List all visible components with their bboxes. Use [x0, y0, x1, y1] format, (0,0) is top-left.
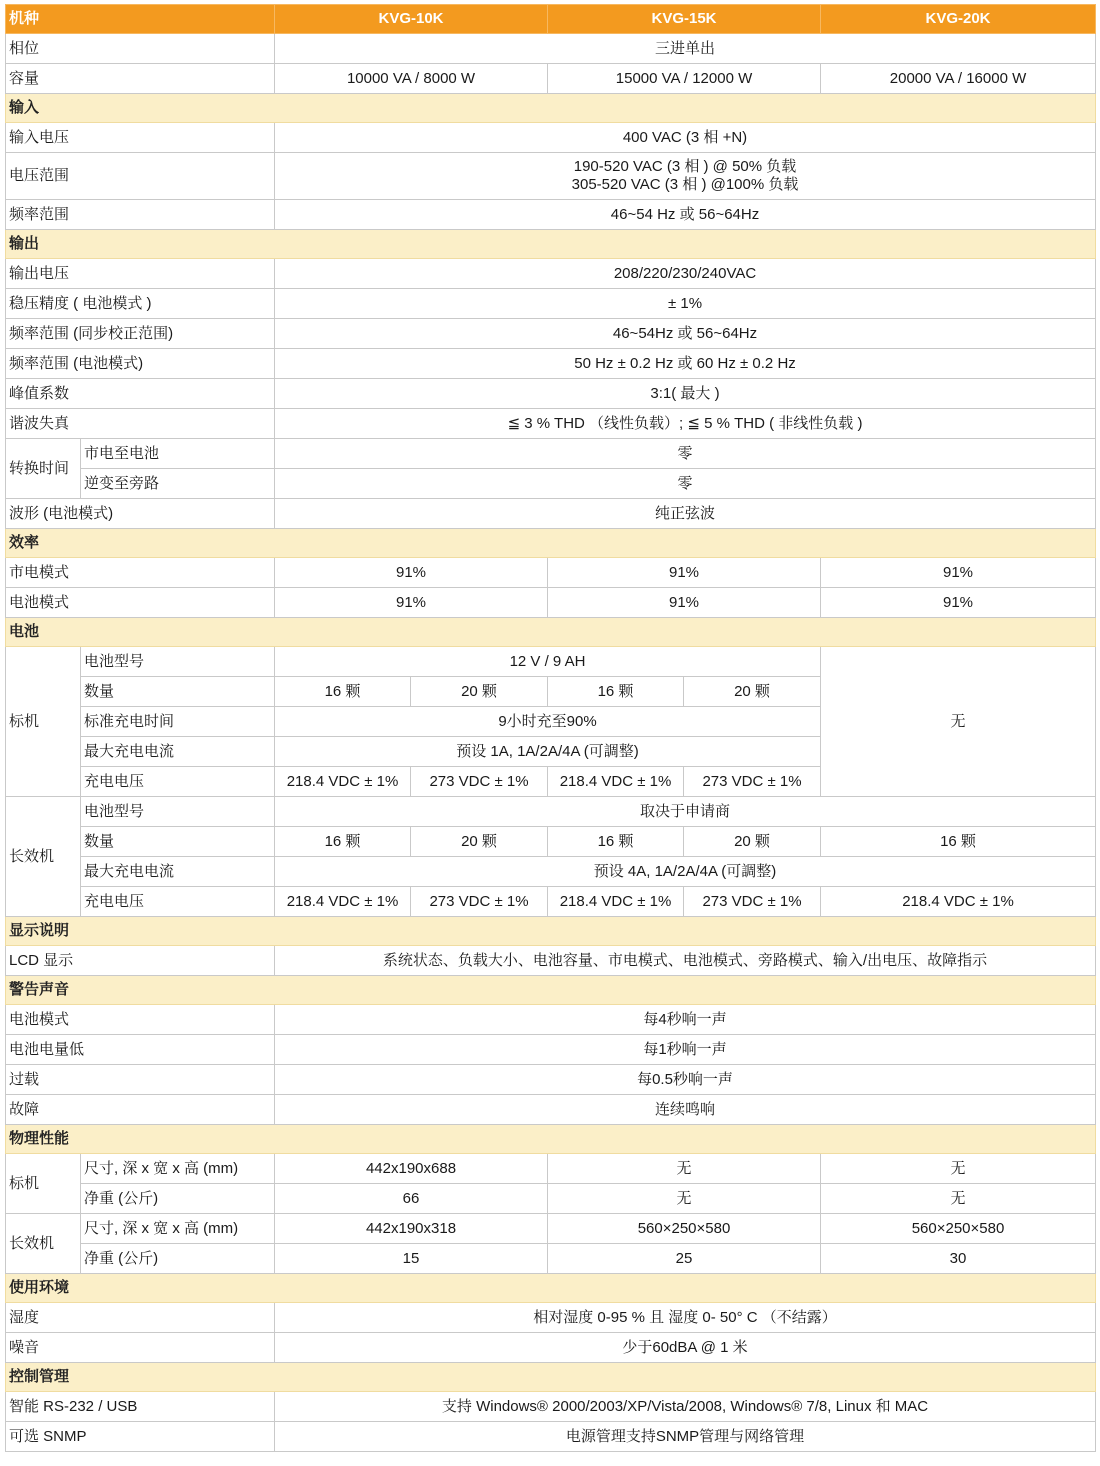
- transfer-row-2: [6, 469, 1096, 499]
- voltage-range-line2: 305-520 VAC (3 相 ) @100% 负载: [571, 176, 799, 193]
- long-charge-voltage-2: 273 VDC ± 1%: [411, 887, 548, 917]
- std-batt-qty-label: 数量: [81, 677, 275, 707]
- eff-ac-row: [6, 558, 1096, 588]
- rs232-row: [6, 1392, 1096, 1422]
- crest-row: [6, 379, 1096, 409]
- transfer-inv-bypass-value: 零: [275, 469, 1096, 499]
- std-charge-current-label: 最大充电电流: [81, 737, 275, 767]
- thd-value: ≦ 3 % THD （线性负载）; ≦ 5 % THD ( 非线性负载 ): [275, 409, 1096, 439]
- transfer-ac-batt-value: 零: [275, 439, 1096, 469]
- std-charge-voltage-2: 273 VDC ± 1%: [411, 767, 548, 797]
- std-batt-group-label: 标机: [6, 647, 81, 797]
- std-weight-15k: 无: [548, 1184, 821, 1214]
- section-environment-title: 使用环境: [6, 1274, 1096, 1303]
- std-batt-type-value: 12 V / 9 AH: [275, 647, 821, 677]
- eff-ac-20k: 91%: [821, 558, 1096, 588]
- long-batt-qty-5: 16 颗: [821, 827, 1096, 857]
- long-charge-voltage-1: 218.4 VDC ± 1%: [275, 887, 411, 917]
- long-charge-current-row: [6, 857, 1096, 887]
- eff-batt-row: [6, 588, 1096, 618]
- noise-value: 少于60dBA @ 1 米: [275, 1333, 1096, 1363]
- eff-batt-15k: 91%: [548, 588, 821, 618]
- std-batt-type-row: [6, 647, 1096, 677]
- regulation-label: 稳压精度 ( 电池模式 ): [6, 289, 275, 319]
- std-weight-10k: 66: [275, 1184, 548, 1214]
- batt-freq-row: [6, 349, 1096, 379]
- long-batt-qty-row: [6, 827, 1096, 857]
- input-voltage-value: 400 VAC (3 相 +N): [275, 123, 1096, 153]
- long-charge-voltage-row: [6, 887, 1096, 917]
- long-batt-group-label: 长效机: [6, 797, 81, 917]
- long-charge-voltage-5: 218.4 VDC ± 1%: [821, 887, 1096, 917]
- regulation-row: [6, 289, 1096, 319]
- std-batt-20k-value: 无: [821, 647, 1096, 797]
- alarm-low-batt-label: 电池电量低: [6, 1035, 275, 1065]
- long-batt-qty-2: 20 颗: [411, 827, 548, 857]
- eff-ac-10k: 91%: [275, 558, 548, 588]
- sync-range-value: 46~54Hz 或 56~64Hz: [275, 319, 1096, 349]
- input-freq-label: 频率范围: [6, 200, 275, 230]
- header-model-15k: KVG-15K: [548, 5, 821, 34]
- std-dims-10k: 442x190x688: [275, 1154, 548, 1184]
- batt-freq-label: 频率范围 (电池模式): [6, 349, 275, 379]
- section-management-title: 控制管理: [6, 1363, 1096, 1392]
- transfer-row-1: [6, 439, 1096, 469]
- output-voltage-label: 输出电压: [6, 259, 275, 289]
- long-dims-row: [6, 1214, 1096, 1244]
- humidity-row: [6, 1303, 1096, 1333]
- long-batt-type-value: 取决于申请商: [275, 797, 1096, 827]
- capacity-row: [6, 64, 1096, 94]
- sync-range-row: [6, 319, 1096, 349]
- rs232-label: 智能 RS-232 / USB: [6, 1392, 275, 1422]
- long-dims-15k: 560×250×580: [548, 1214, 821, 1244]
- snmp-row: [6, 1422, 1096, 1452]
- long-batt-type-label: 电池型号: [81, 797, 275, 827]
- transfer-ac-batt-label: 市电至电池: [81, 439, 275, 469]
- rs232-value: 支持 Windows® 2000/2003/XP/Vista/2008, Windows® 7/8, Linux 和 MAC: [275, 1392, 1096, 1422]
- std-batt-qty-2: 20 颗: [411, 677, 548, 707]
- waveform-value: 纯正弦波: [275, 499, 1096, 529]
- long-charge-voltage-label: 充电电压: [81, 887, 275, 917]
- long-physical-group-label: 长效机: [6, 1214, 81, 1274]
- std-weight-label: 净重 (公斤): [81, 1184, 275, 1214]
- long-charge-voltage-4: 273 VDC ± 1%: [684, 887, 821, 917]
- std-charge-voltage-4: 273 VDC ± 1%: [684, 767, 821, 797]
- alarm-batt-mode-value: 每4秒响一声: [275, 1005, 1096, 1035]
- regulation-value: ± 1%: [275, 289, 1096, 319]
- std-charge-voltage-label: 充电电压: [81, 767, 275, 797]
- long-charge-current-value: 预设 4A, 1A/2A/4A (可調整): [275, 857, 1096, 887]
- capacity-15k: 15000 VA / 12000 W: [548, 64, 821, 94]
- voltage-range-line1: 190-520 VAC (3 相 ) @ 50% 负载: [573, 158, 797, 175]
- snmp-label: 可选 SNMP: [6, 1422, 275, 1452]
- thd-row: [6, 409, 1096, 439]
- waveform-label: 波形 (电池模式): [6, 499, 275, 529]
- noise-row: [6, 1333, 1096, 1363]
- std-charge-time-value: 9小时充至90%: [275, 707, 821, 737]
- header-model-label: 机种: [6, 5, 275, 34]
- snmp-value: 电源管理支持SNMP管理与网络管理: [275, 1422, 1096, 1452]
- voltage-range-label: 电压范围: [6, 153, 275, 200]
- capacity-20k: 20000 VA / 16000 W: [821, 64, 1096, 94]
- std-dims-20k: 无: [821, 1154, 1096, 1184]
- long-batt-qty-3: 16 颗: [548, 827, 684, 857]
- section-battery: [6, 618, 1096, 647]
- long-dims-10k: 442x190x318: [275, 1214, 548, 1244]
- alarm-overload-label: 过载: [6, 1065, 275, 1095]
- capacity-10k: 10000 VA / 8000 W: [275, 64, 548, 94]
- long-batt-qty-1: 16 颗: [275, 827, 411, 857]
- section-alarm-title: 警告声音: [6, 976, 1096, 1005]
- section-output-title: 输出: [6, 230, 1096, 259]
- std-physical-group-label: 标机: [6, 1154, 81, 1214]
- std-dims-15k: 无: [548, 1154, 821, 1184]
- thd-label: 谐波失真: [6, 409, 275, 439]
- long-batt-qty-4: 20 颗: [684, 827, 821, 857]
- std-batt-qty-1: 16 颗: [275, 677, 411, 707]
- section-battery-title: 电池: [6, 618, 1096, 647]
- crest-value: 3:1( 最大 ): [275, 379, 1096, 409]
- header-row: [6, 5, 1096, 34]
- std-charge-voltage-1: 218.4 VDC ± 1%: [275, 767, 411, 797]
- long-weight-label: 净重 (公斤): [81, 1244, 275, 1274]
- eff-ac-15k: 91%: [548, 558, 821, 588]
- section-input-title: 输入: [6, 94, 1096, 123]
- input-voltage-label: 输入电压: [6, 123, 275, 153]
- long-dims-20k: 560×250×580: [821, 1214, 1096, 1244]
- long-charge-current-label: 最大充电电流: [81, 857, 275, 887]
- long-batt-type-row: [6, 797, 1096, 827]
- sync-range-label: 频率范围 (同步校正范围): [6, 319, 275, 349]
- output-voltage-row: [6, 259, 1096, 289]
- header-model-20k: KVG-20K: [821, 5, 1096, 34]
- long-dims-label: 尺寸, 深 x 宽 x 高 (mm): [81, 1214, 275, 1244]
- alarm-batt-mode-row: [6, 1005, 1096, 1035]
- section-environment: [6, 1274, 1096, 1303]
- eff-batt-20k: 91%: [821, 588, 1096, 618]
- voltage-range-value: [275, 153, 1096, 200]
- input-voltage-row: [6, 123, 1096, 153]
- std-batt-type-label: 电池型号: [81, 647, 275, 677]
- header-model-10k: KVG-10K: [275, 5, 548, 34]
- batt-freq-value: 50 Hz ± 0.2 Hz 或 60 Hz ± 0.2 Hz: [275, 349, 1096, 379]
- crest-label: 峰值系数: [6, 379, 275, 409]
- output-voltage-value: 208/220/230/240VAC: [275, 259, 1096, 289]
- alarm-low-batt-value: 每1秒响一声: [275, 1035, 1096, 1065]
- std-weight-20k: 无: [821, 1184, 1096, 1214]
- section-input: [6, 94, 1096, 123]
- section-display-title: 显示说明: [6, 917, 1096, 946]
- section-alarm: [6, 976, 1096, 1005]
- std-charge-time-label: 标准充电时间: [81, 707, 275, 737]
- alarm-batt-mode-label: 电池模式: [6, 1005, 275, 1035]
- eff-batt-10k: 91%: [275, 588, 548, 618]
- capacity-label: 容量: [6, 64, 275, 94]
- section-management: [6, 1363, 1096, 1392]
- alarm-fault-label: 故障: [6, 1095, 275, 1125]
- long-weight-20k: 30: [821, 1244, 1096, 1274]
- section-efficiency: [6, 529, 1096, 558]
- transfer-label: 转换时间: [6, 439, 81, 499]
- voltage-range-row: [6, 153, 1096, 200]
- noise-label: 噪音: [6, 1333, 275, 1363]
- alarm-overload-row: [6, 1065, 1096, 1095]
- std-charge-current-value: 预设 1A, 1A/2A/4A (可調整): [275, 737, 821, 767]
- section-physical-title: 物理性能: [6, 1125, 1096, 1154]
- section-efficiency-title: 效率: [6, 529, 1096, 558]
- humidity-label: 湿度: [6, 1303, 275, 1333]
- transfer-inv-bypass-label: 逆变至旁路: [81, 469, 275, 499]
- lcd-row: [6, 946, 1096, 976]
- phase-label: 相位: [6, 34, 275, 64]
- input-freq-value: 46~54 Hz 或 56~64Hz: [275, 200, 1096, 230]
- spec-table: [5, 4, 1096, 1452]
- long-weight-row: [6, 1244, 1096, 1274]
- lcd-label: LCD 显示: [6, 946, 275, 976]
- std-charge-voltage-3: 218.4 VDC ± 1%: [548, 767, 684, 797]
- phase-row: [6, 34, 1096, 64]
- std-dims-row: [6, 1154, 1096, 1184]
- std-dims-label: 尺寸, 深 x 宽 x 高 (mm): [81, 1154, 275, 1184]
- long-weight-10k: 15: [275, 1244, 548, 1274]
- eff-ac-label: 市电模式: [6, 558, 275, 588]
- long-batt-qty-label: 数量: [81, 827, 275, 857]
- section-physical: [6, 1125, 1096, 1154]
- input-freq-row: [6, 200, 1096, 230]
- phase-value: 三进单出: [275, 34, 1096, 64]
- lcd-value: 系统状态、负载大小、电池容量、市电模式、电池模式、旁路模式、输入/出电压、故障指示: [275, 946, 1096, 976]
- section-output: [6, 230, 1096, 259]
- waveform-row: [6, 499, 1096, 529]
- section-display: [6, 917, 1096, 946]
- long-weight-15k: 25: [548, 1244, 821, 1274]
- eff-batt-label: 电池模式: [6, 588, 275, 618]
- std-batt-qty-3: 16 颗: [548, 677, 684, 707]
- alarm-fault-value: 连续鸣响: [275, 1095, 1096, 1125]
- alarm-overload-value: 每0.5秒响一声: [275, 1065, 1096, 1095]
- long-charge-voltage-3: 218.4 VDC ± 1%: [548, 887, 684, 917]
- alarm-low-batt-row: [6, 1035, 1096, 1065]
- alarm-fault-row: [6, 1095, 1096, 1125]
- std-batt-qty-4: 20 颗: [684, 677, 821, 707]
- std-weight-row: [6, 1184, 1096, 1214]
- humidity-value: 相对湿度 0-95 % 且 湿度 0- 50° C （不结露）: [275, 1303, 1096, 1333]
